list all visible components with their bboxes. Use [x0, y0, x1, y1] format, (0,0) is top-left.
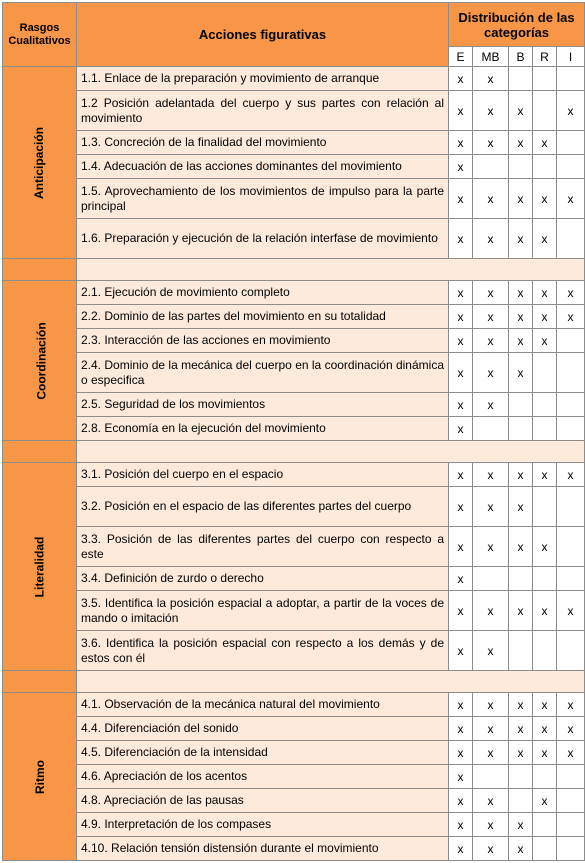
action-text: 3.5. Identifica la posición espacial a adoptar, a partir de la voces de mando o imitación	[77, 591, 449, 631]
separator-cell	[77, 671, 585, 693]
action-text: 1.5. Aprovechamiento de los movimientos de impulso para la parte principal	[77, 179, 449, 219]
table-row	[3, 329, 585, 353]
header-acciones: Acciones figurativas	[77, 3, 449, 67]
action-text: 3.2. Posición en el espacio de las diferentes partes del cuerpo	[77, 487, 449, 527]
separator-side-cell	[3, 259, 77, 281]
mark-r: x	[533, 463, 557, 487]
mark-i	[557, 789, 585, 813]
mark-mb: x	[473, 179, 509, 219]
mark-e: x	[449, 487, 473, 527]
group-label-cell	[3, 693, 77, 861]
table-row	[3, 837, 585, 861]
mark-r: x	[533, 281, 557, 305]
table-row	[3, 353, 585, 393]
action-text: 1.3. Concreción de la finalidad del movimiento	[77, 131, 449, 155]
mark-b: x	[509, 281, 533, 305]
mark-r	[533, 765, 557, 789]
mark-r	[533, 631, 557, 671]
mark-i	[557, 527, 585, 567]
mark-mb	[473, 567, 509, 591]
mark-mb: x	[473, 591, 509, 631]
mark-e: x	[449, 179, 473, 219]
mark-mb	[473, 417, 509, 441]
group-label: Coordinación	[34, 321, 49, 400]
table-row	[3, 567, 585, 591]
mark-r	[533, 813, 557, 837]
mark-i: x	[557, 591, 585, 631]
mark-e: x	[449, 353, 473, 393]
mark-i	[557, 487, 585, 527]
mark-r: x	[533, 789, 557, 813]
mark-mb: x	[473, 463, 509, 487]
table-row	[3, 591, 585, 631]
action-text: 4.6. Apreciación de los acentos	[77, 765, 449, 789]
mark-i: x	[557, 91, 585, 131]
mark-b	[509, 417, 533, 441]
mark-r	[533, 567, 557, 591]
mark-e: x	[449, 789, 473, 813]
group-separator	[3, 259, 585, 281]
table-row	[3, 393, 585, 417]
table-row	[3, 631, 585, 671]
mark-r: x	[533, 219, 557, 259]
category-i: I	[557, 47, 585, 67]
mark-i	[557, 631, 585, 671]
mark-e: x	[449, 131, 473, 155]
mark-r: x	[533, 591, 557, 631]
mark-e: x	[449, 741, 473, 765]
mark-mb: x	[473, 693, 509, 717]
mark-mb	[473, 765, 509, 789]
mark-i	[557, 353, 585, 393]
mark-b	[509, 765, 533, 789]
mark-e: x	[449, 155, 473, 179]
mark-mb: x	[473, 329, 509, 353]
action-text: 1.4. Adecuación de las acciones dominantes del movimiento	[77, 155, 449, 179]
mark-mb: x	[473, 813, 509, 837]
group-label: Literalidad	[32, 536, 47, 597]
separator-cell	[77, 259, 585, 281]
mark-mb: x	[473, 281, 509, 305]
action-text: 2.1. Ejecución de movimiento completo	[77, 281, 449, 305]
mark-b: x	[509, 717, 533, 741]
mark-i	[557, 567, 585, 591]
mark-i: x	[557, 281, 585, 305]
action-text: 1.1. Enlace de la preparación y movimiento de arranque	[77, 67, 449, 91]
table-row	[3, 813, 585, 837]
mark-e: x	[449, 813, 473, 837]
mark-e: x	[449, 717, 473, 741]
mark-i	[557, 155, 585, 179]
mark-i: x	[557, 179, 585, 219]
action-text: 3.1. Posición del cuerpo en el espacio	[77, 463, 449, 487]
mark-mb	[473, 155, 509, 179]
mark-i	[557, 219, 585, 259]
table-row	[3, 155, 585, 179]
mark-b: x	[509, 813, 533, 837]
table-row	[3, 717, 585, 741]
mark-b: x	[509, 527, 533, 567]
action-text: 1.6. Preparación y ejecución de la relación interfase de movimiento	[77, 219, 449, 259]
qualitative-traits-table	[2, 2, 585, 861]
mark-e: x	[449, 765, 473, 789]
group-label: Ritmo	[32, 759, 47, 794]
mark-e: x	[449, 329, 473, 353]
table-row	[3, 527, 585, 567]
mark-mb: x	[473, 131, 509, 155]
mark-r	[533, 353, 557, 393]
mark-e: x	[449, 837, 473, 861]
mark-mb: x	[473, 837, 509, 861]
mark-e: x	[449, 693, 473, 717]
mark-i	[557, 765, 585, 789]
action-text: 3.6. Identifica la posición espacial con respecto a los demás y de estos con él	[77, 631, 449, 671]
table-row	[3, 281, 585, 305]
mark-b: x	[509, 463, 533, 487]
action-text: 4.5. Diferenciación de la intensidad	[77, 741, 449, 765]
action-text: 4.4. Diferenciación del sonido	[77, 717, 449, 741]
mark-mb: x	[473, 527, 509, 567]
category-mb: MB	[473, 47, 509, 67]
table-row	[3, 67, 585, 91]
action-text: 4.1. Observación de la mecánica natural del movimiento	[77, 693, 449, 717]
table-row	[3, 131, 585, 155]
mark-i	[557, 813, 585, 837]
mark-r	[533, 67, 557, 91]
mark-e: x	[449, 631, 473, 671]
mark-e: x	[449, 591, 473, 631]
mark-i	[557, 67, 585, 91]
mark-mb: x	[473, 91, 509, 131]
mark-mb: x	[473, 393, 509, 417]
mark-e: x	[449, 67, 473, 91]
mark-b	[509, 789, 533, 813]
mark-r: x	[533, 131, 557, 155]
table-body	[3, 67, 585, 861]
mark-r	[533, 487, 557, 527]
mark-b: x	[509, 219, 533, 259]
table-row	[3, 91, 585, 131]
mark-b: x	[509, 591, 533, 631]
mark-e: x	[449, 393, 473, 417]
group-separator	[3, 441, 585, 463]
table-row	[3, 487, 585, 527]
mark-b: x	[509, 487, 533, 527]
action-text: 3.4. Definición de zurdo o derecho	[77, 567, 449, 591]
mark-b: x	[509, 305, 533, 329]
mark-b: x	[509, 91, 533, 131]
mark-r	[533, 393, 557, 417]
action-text: 2.3. Interacción de las acciones en movimiento	[77, 329, 449, 353]
mark-e: x	[449, 463, 473, 487]
mark-e: x	[449, 219, 473, 259]
action-text: 2.5. Seguridad de los movimientos	[77, 393, 449, 417]
table-row	[3, 305, 585, 329]
table-row	[3, 463, 585, 487]
header-distribucion: Distribución de las categorías	[449, 3, 585, 47]
mark-b: x	[509, 131, 533, 155]
action-text: 3.3. Posición de las diferentes partes del cuerpo con respecto a este	[77, 527, 449, 567]
action-text: 4.8. Apreciación de las pausas	[77, 789, 449, 813]
mark-i: x	[557, 305, 585, 329]
header-rasgos: Rasgos Cualitativos	[3, 3, 77, 67]
mark-r: x	[533, 179, 557, 219]
mark-i	[557, 837, 585, 861]
mark-i: x	[557, 463, 585, 487]
action-text: 2.4. Dominio de la mecánica del cuerpo en la coordinación dinámica o especifica	[77, 353, 449, 393]
action-text: 2.2. Dominio de las partes del movimiento en su totalidad	[77, 305, 449, 329]
mark-i: x	[557, 693, 585, 717]
action-text: 4.9. Interpretación de los compases	[77, 813, 449, 837]
mark-r: x	[533, 717, 557, 741]
mark-i: x	[557, 717, 585, 741]
mark-b: x	[509, 353, 533, 393]
mark-mb: x	[473, 487, 509, 527]
mark-r	[533, 91, 557, 131]
mark-r: x	[533, 741, 557, 765]
action-text: 1.2 Posición adelantada del cuerpo y sus partes con relación al movimiento	[77, 91, 449, 131]
mark-e: x	[449, 417, 473, 441]
mark-i	[557, 131, 585, 155]
mark-b: x	[509, 741, 533, 765]
mark-b	[509, 567, 533, 591]
table-row	[3, 179, 585, 219]
mark-mb: x	[473, 631, 509, 671]
group-separator	[3, 671, 585, 693]
mark-i	[557, 393, 585, 417]
category-r: R	[533, 47, 557, 67]
action-text: 4.10. Relación tensión distensión durante el movimiento	[77, 837, 449, 861]
category-e: E	[449, 47, 473, 67]
separator-cell	[77, 441, 585, 463]
table-row	[3, 789, 585, 813]
mark-mb: x	[473, 353, 509, 393]
mark-b	[509, 393, 533, 417]
mark-r	[533, 837, 557, 861]
mark-mb: x	[473, 67, 509, 91]
mark-e: x	[449, 567, 473, 591]
mark-b	[509, 155, 533, 179]
mark-r	[533, 417, 557, 441]
mark-mb: x	[473, 741, 509, 765]
mark-mb: x	[473, 789, 509, 813]
mark-i	[557, 417, 585, 441]
mark-e: x	[449, 305, 473, 329]
mark-b	[509, 67, 533, 91]
mark-r: x	[533, 329, 557, 353]
mark-mb: x	[473, 717, 509, 741]
mark-r: x	[533, 693, 557, 717]
mark-b: x	[509, 179, 533, 219]
mark-i: x	[557, 741, 585, 765]
separator-side-cell	[3, 671, 77, 693]
mark-r: x	[533, 305, 557, 329]
table-row	[3, 765, 585, 789]
table-row	[3, 219, 585, 259]
group-label-cell	[3, 463, 77, 671]
table-row	[3, 693, 585, 717]
mark-mb: x	[473, 305, 509, 329]
action-text: 2.8. Economía en la ejecución del movimiento	[77, 417, 449, 441]
group-label: Anticipación	[32, 126, 47, 199]
table-row	[3, 417, 585, 441]
mark-e: x	[449, 527, 473, 567]
group-label-cell	[3, 67, 77, 259]
mark-i	[557, 329, 585, 353]
table-row	[3, 741, 585, 765]
separator-side-cell	[3, 441, 77, 463]
group-label-cell	[3, 281, 77, 441]
mark-e: x	[449, 91, 473, 131]
mark-b: x	[509, 693, 533, 717]
mark-mb: x	[473, 219, 509, 259]
mark-r: x	[533, 527, 557, 567]
mark-r	[533, 155, 557, 179]
mark-b: x	[509, 837, 533, 861]
category-b: B	[509, 47, 533, 67]
mark-b	[509, 631, 533, 671]
mark-e: x	[449, 281, 473, 305]
mark-b: x	[509, 329, 533, 353]
